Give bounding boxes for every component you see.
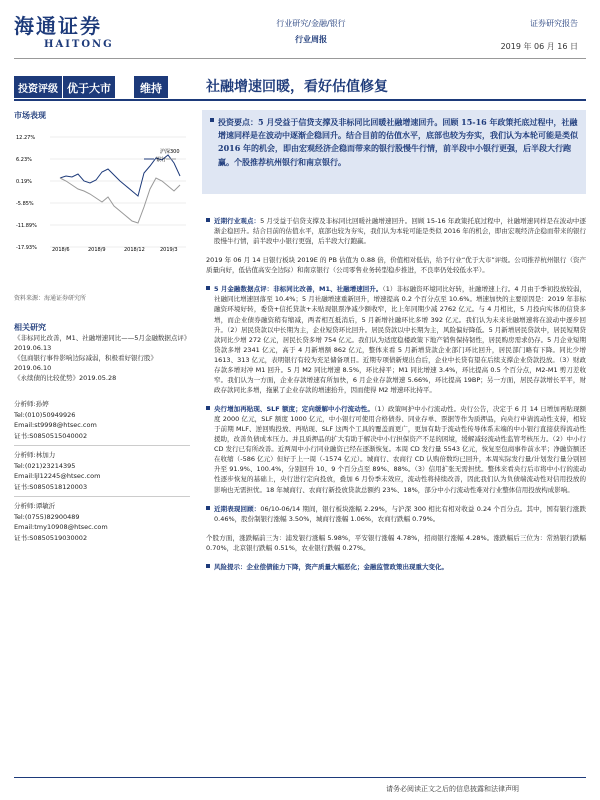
- rating-label: 投资评级: [14, 76, 62, 98]
- paragraph-lead: 风险提示：: [214, 562, 247, 571]
- header-category-block: [248, 18, 374, 45]
- rating-value: 优于大市: [62, 76, 115, 98]
- y-tick-label: -5.85%: [16, 201, 34, 207]
- analyst-email[interactable]: Email:st9998@htsec.com: [14, 421, 97, 430]
- paragraph-lead: 近期行业观点：: [214, 217, 261, 225]
- header-right-block: [501, 18, 578, 52]
- analyst-name: 分析师:林加力: [14, 451, 56, 460]
- related-research: [14, 322, 190, 383]
- csi300-line: [60, 178, 180, 223]
- paragraph-lead: 近期表现回顾：: [214, 504, 261, 513]
- rating-change: 维持: [133, 76, 168, 98]
- paragraph-lead: 5 月金融数据点评：非标同比改善，M1、社融增速回升。: [214, 285, 383, 294]
- related-heading: 相关研究: [14, 323, 46, 332]
- legend-bank-label: 银行: [156, 157, 167, 163]
- analyst-email[interactable]: Email:tmy10908@htsec.com: [14, 523, 108, 532]
- analyst-tel: Tel:(010)50949926: [14, 410, 76, 419]
- legend-csi300-label: 沪深300: [160, 149, 180, 155]
- contact-divider: [14, 445, 190, 446]
- x-tick-label: 2018/9: [88, 247, 106, 253]
- analyst-cert: 证书:S0850515040002: [14, 431, 88, 440]
- contact-divider: [14, 496, 190, 497]
- analyst-email[interactable]: Email:ljl12245@htsec.com: [14, 472, 101, 481]
- paragraph-stocks: 个股方面，涨跌幅前三为：浦发银行涨幅 5.98%，平安银行涨幅 4.78%，招商银行涨幅 4.28%。涨跌幅后三位为：常熟银行跌幅 0.70%，北京银行跌幅 0.51%，农业银行跌幅 0.27%。: [206, 533, 586, 552]
- chart-source: 资料来源：海通证券研究所: [14, 295, 87, 302]
- investment-highlights-text: 投资要点：5 月受益于信贷支撑及非标同比回暖社融增速回升。回顾 15-16 年政策托底过程中，社融增速同样是在波动中逐渐企稳回升。结合目前的估值水平，底部也较为夯实，我们认为本轮可能是类似 2016 年的机会，即由宏观经济企稳而带来的银行股慢牛行情，前半段中小银行更强，后半段大行跑赢。个股推荐杭州银行和南京银行。: [210, 116, 578, 169]
- x-tick-label: 2018/12: [124, 247, 145, 253]
- paragraph-lead: 央行增加再贴现、SLF 额度；定向缓解中小行流动性。: [214, 405, 374, 413]
- paragraph-text: （1）政策呵护中小行流动性。央行公告，决定于 6 月 14 日增加再贴现额度 2000 亿元，SLF 额度 1000 亿元，中小银行可使用合格债券、同业存单、票据等作为质押品，向央行申请流动性支持，相较于前期 MLF、逆回购投放、再贴现、SLF 这两个工具的覆盖面更广，更加有助于流动性传导体系末端的中小银行直接获得流动性援助，改善负债成本压力。并且质押品的扩大有助于解决中小行担保资产不足的困境，缓解减轻流动性监管考核压力。（2）中小行 CD 发行已有所改善。近两周中小行同业融资已经在逐渐恢复。本周 CD 发行量 5543 亿元，恢复至包商事件前水平；净融资额还在收缩（-586 亿元）但好于上一周（-1574 亿元）。城商行、农商行 CD 认购倍数均已回升，本周实际发行量/计划发行量分别回升至 91.9%、100.4%，分别回升 10、9 个百分点至 89%、88%。（3）信用扩张无需担忧。整体来看央行后市将中小行的流动性逐步恢复的基础上，央行进行定向投放，叠加 6 月份季末效应，流动性将持续改善，因此我们认为负债端流动性对信用投放的影响也无需担忧。18 年城商行、农商行新投放贷款总额约 23%、18%，部分中小行流动性难对行业整体信用投放构成影响。: [214, 405, 587, 494]
- paragraph-text: 5 月受益于信贷支撑及非标同比回暖社融增速回升。回顾 15-16 年政策托底过程中，社融增速同样是在波动中逐渐企稳回升。结合目前的估值水平，底部也较为夯实，我们认为本轮可能是类似 2016 年的机会，即由宏观经济企稳而带来的银行股慢牛行情，前半段中小银行更强，后半段大行跑赢。: [214, 217, 586, 246]
- investment-highlights-box: [202, 110, 586, 194]
- paragraph-pboc: [206, 404, 586, 495]
- related-item[interactable]: 《永续债的比较优势》2019.05.28: [14, 374, 117, 383]
- paragraph-text: 06/10-06/14 期间，银行板块涨幅 2.29%，与沪深 300 相比有相对收益 0.24 个百分点。其中，国有银行涨跌 0.46%，股份制银行涨幅 3.50%，城商行涨幅 1.06%，农商行跌幅 0.79%。: [214, 504, 587, 523]
- logo-text-en: HAITONG: [44, 39, 114, 50]
- x-tick-label: 2019/3: [160, 247, 178, 253]
- logo-text-cn: 海通证券: [14, 14, 102, 38]
- y-tick-label: 12.27%: [16, 135, 36, 141]
- paragraph-recent-performance: [206, 504, 586, 524]
- haitong-logo: [14, 10, 114, 50]
- y-tick-label: 6.23%: [16, 157, 32, 163]
- header-divider: [14, 58, 586, 59]
- left-sidebar: [14, 104, 190, 544]
- related-item[interactable]: 《包商银行事件影响边际减弱，积极看好银行股》2019.06.10: [14, 354, 157, 373]
- report-header: [0, 0, 600, 58]
- report-type: 行业周报: [295, 35, 327, 44]
- footer-disclaimer: 请务必阅读正文之后的信息披露和法律声明: [386, 785, 519, 793]
- paragraph-risk: [206, 562, 586, 572]
- report-label: 证券研究报告: [530, 19, 578, 28]
- analyst-tel: Tel:(0755)82900489: [14, 512, 80, 521]
- report-date: 2019 年 06 月 16 日: [500, 42, 578, 51]
- related-item[interactable]: 《非标同比改善，M1、社融增速同比——5月金融数据点评》2019.06.13: [14, 334, 188, 353]
- paragraph-may-data: [206, 284, 586, 395]
- paragraph-text: 企业偿债能力下降，资产质量大幅恶化；金融监管政策出现重大变化。: [246, 562, 448, 571]
- x-tick-label: 2018/6: [52, 247, 70, 253]
- title-divider: [14, 99, 586, 101]
- analyst-contacts: [14, 399, 190, 543]
- industry-category: 行业研究/金融/银行: [276, 19, 346, 28]
- report-title: 社融增速回暖，看好估值修复: [206, 79, 388, 95]
- rating-bar: [14, 76, 168, 98]
- y-tick-label: 0.19%: [16, 179, 32, 185]
- paragraph-industry-view: [206, 216, 586, 246]
- analyst-name: 分析师:谭敏沂: [14, 502, 56, 511]
- paragraph-valuation: 2019 年 06 月 14 日银行板块 2019E 的 PB 估值为 0.88 倍，价值相对低估，给予行业“优于大市”评级。公司推荐杭州银行（资产质量向好，低估值高安全边际）和南京银行（公司零售业务转型稳步推进，不良率仍处较低水平）。: [206, 256, 586, 275]
- analyst-name: 分析师:孙婷: [14, 400, 49, 409]
- paragraph-text: （1）非标融资环境同比好转，社融增速上行。4 月由于季初投放较弱，社融同比增速回落至 10.4%；5 月社融增速重新回升，增速提高 0.2 个百分点至 10.6%。增速加快的主要原因是：2019 年非标融资环境好转，委贷+信托贷款+未贴现银票净减少额收窄，比上年同期少减 2762 亿元。与 4 月相比，5 月投向实体的信贷多增，而企业债券融资稍有缩减，两者相互抵消后，5 月新增社融环比多增 392 亿元。我们认为未来社融增速将在波动中逐步回升。（2）居民贷款以中长期为主，企业短贷环比回升。居民贷款以中长期为主，风险偏好降低。5 月新增居民贷款中，居民短期贷款同比少增 272 亿元，居民长贷多增 754 亿元。我们认为适度稳楼政策下地产销售保持韧性，居民购房需求仍存。5 月企业短期贷款多增 2341 亿元，高于 4 月新增额 862 亿元，整体来看 5 月新增贷款企业部门环比回升，居民部门略有下降。同比少增 1613、313 亿元，表明银行有较为充足储备项目。近期专项债新规出台后，企业中长贷有望在后续支撑企业贷款投放。（3）财政存款多增对冲 M1 回升。5 月 M2 同比增速 8.5%，环比持平；M1 同比增速 3.4%，环比提高 0.5 个百分点，M2-M1 剪刀差收窄。我们认为一方面，企业存款增速有所加快，6 月企业存款增速 5.66%，环比提高 19BP；另一方面，居民存款增长平平，财政存款同比多增，拖累了企业存款的增速抬升，因而使得 M2 增速环比持平。: [214, 285, 586, 394]
- analyst-tel: Tel:(021)23214395: [14, 461, 76, 470]
- analyst-cert: 证书:S0850519030002: [14, 533, 88, 542]
- footer-divider: [14, 777, 586, 778]
- analyst-cert: 证书:S0850518120003: [14, 482, 88, 491]
- y-tick-label: -11.89%: [16, 223, 37, 229]
- market-chart: [14, 123, 190, 289]
- y-tick-label: -17.93%: [16, 245, 37, 251]
- market-chart-svg: [14, 123, 190, 289]
- main-body: [206, 216, 586, 581]
- market-heading: 市场表现: [14, 111, 46, 120]
